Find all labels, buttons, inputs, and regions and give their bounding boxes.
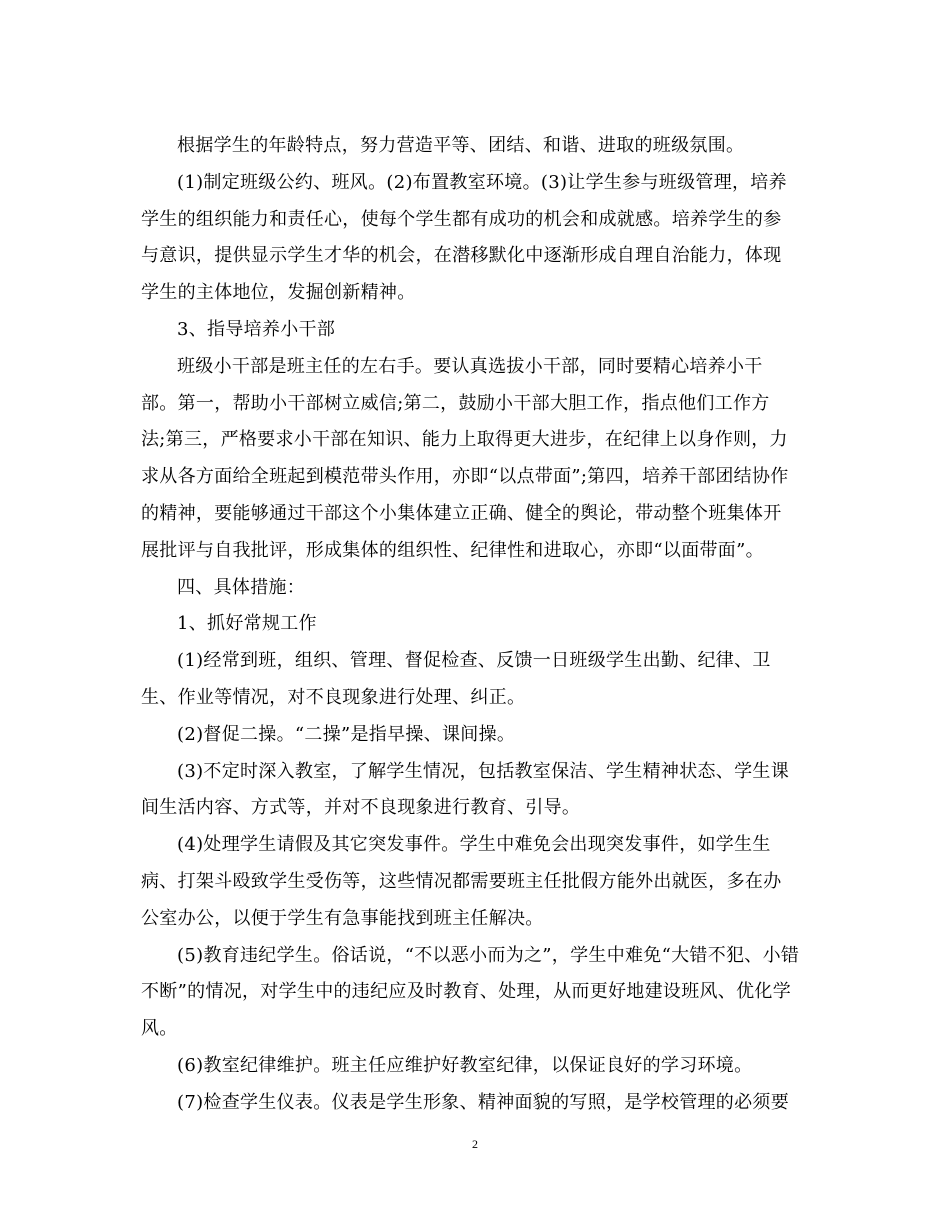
paragraph [141,165,811,312]
paragraph [141,938,811,1048]
paragraph [141,754,811,828]
text-line: 间生活内容、方式等，并对不良现象进行教育、引导。 [141,797,581,819]
text-line: 展批评与自我批评，形成集体的组织性、纪律性和进取心，亦即“以面带面”。 [141,539,764,561]
paragraph [141,827,811,937]
text-line: 求从各方面给全班起到模范带头作用，亦即“以点带面”;第四，培养干部团结协作 [141,466,789,488]
text-line: 病、打架斗殴致学生受伤等，这些情况都需要班主任批假方能外出就医，多在办 [141,870,782,892]
text-line: 班级小干部是班主任的左右手。要认真选拔小干部，同时要精心培养小干 [177,355,763,377]
paragraph [141,349,811,570]
paragraph [141,570,811,607]
text-line: 与意识，提供显示学生才华的机会，在潜移默化中逐渐形成自理自治能力，体现 [141,245,782,267]
paragraph [141,643,811,717]
text-line: 法;第三，严格要求小干部在知识、能力上取得更大进步，在纪律上以身作则，力 [141,429,788,451]
text-line: 1、抓好常规工作 [177,613,317,635]
text-line: (1)经常到班，组织、管理、督促检查、反馈一日班级学生出勤、纪律、卫 [177,650,771,672]
text-line: 部。第一，帮助小干部树立威信;第二，鼓励小干部大胆工作，指点他们工作方 [141,392,770,414]
paragraph [141,1048,811,1085]
text-line: 生、作业等情况，对不良现象进行处理、纠正。 [141,686,526,708]
text-line: 学生的主体地位，发掘创新精神。 [141,282,416,304]
text-line: (3)不定时深入教室，了解学生情况，包括教室保洁、学生精神状态、学生课 [177,760,789,782]
text-line: 根据学生的年龄特点，努力营造平等、团结、和谐、进取的班级氛围。 [177,135,745,156]
paragraph [141,128,811,165]
text-line: (6)教室纪律维护。班主任应维护好教室纪律，以保证良好的学习环境。 [177,1054,753,1076]
paragraph [141,606,811,643]
document-body [141,128,811,1122]
text-line: 3、指导培养小干部 [177,318,336,340]
text-line: 四、具体措施： [177,576,306,598]
paragraph [141,717,811,754]
paragraph [141,1085,811,1122]
text-line: (4)处理学生请假及其它突发事件。学生中难免会出现突发事件，如学生生 [177,834,771,856]
text-line: 的精神，要能够通过干部这个小集体建立正确、健全的舆论，带动整个班集体开 [141,502,782,524]
text-line: (1)制定班级公约、班风。(2)布置教室环境。(3)让学生参与班级管理，培养 [177,171,787,193]
paragraph [141,312,811,349]
text-line: 公室办公，以便于学生有急事能找到班主任解决。 [141,907,544,929]
text-line: (5)教育违纪学生。俗话说，“不以恶小而为之”，学生中难免“大错不犯、小错 [177,944,800,966]
text-line: 不断”的情况，对学生中的违纪应及时教育、处理，从而更好地建设班风、优化学 [141,981,791,1003]
page-number: 2 [472,1137,478,1151]
text-line: 学生的组织能力和责任心，使每个学生都有成功的机会和成就感。培养学生的参 [141,208,782,230]
text-line: (7)检查学生仪表。仪表是学生形象、精神面貌的写照，是学校管理的必须要 [177,1091,789,1113]
text-line: 风。 [141,1018,178,1040]
text-line: (2)督促二操。“二操”是指早操、课间操。 [177,723,516,745]
